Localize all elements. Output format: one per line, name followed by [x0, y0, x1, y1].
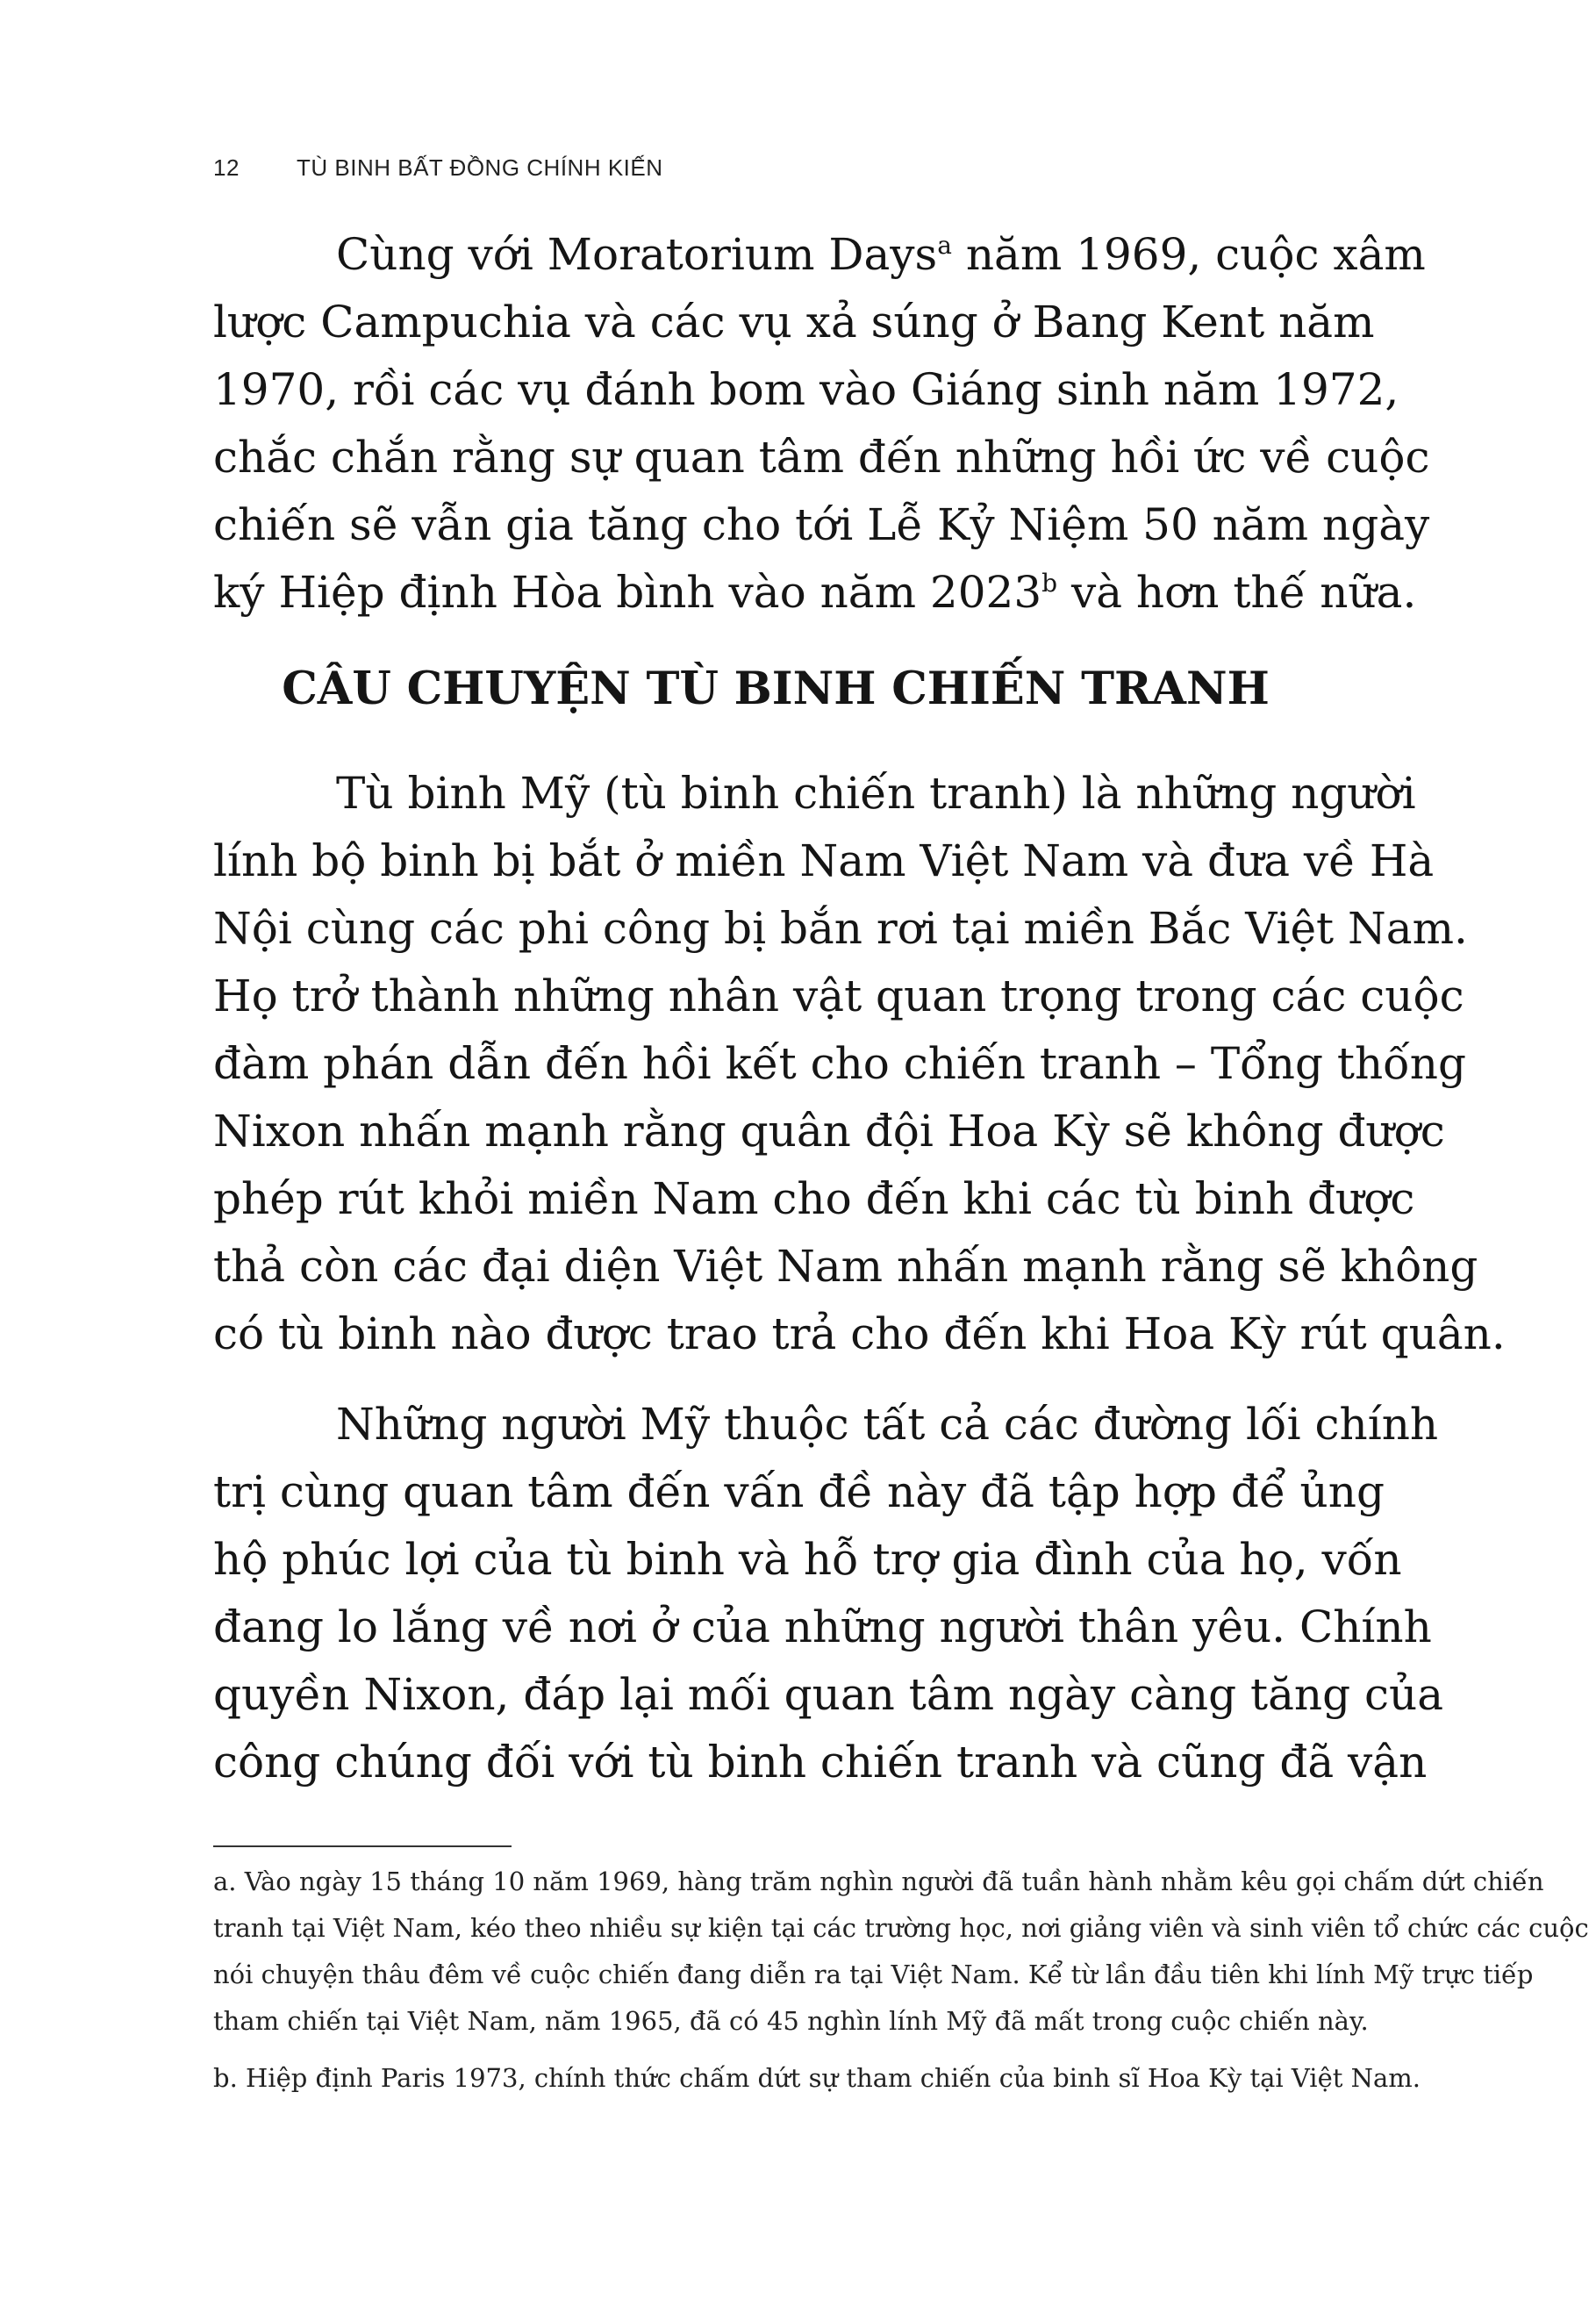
page-number: 12 [213, 154, 240, 181]
paragraph-2-line-8: thả còn các đại diện Việt Nam nhấn mạnh rằng sẽ không [213, 1241, 1478, 1292]
paragraph-1-line-1: Cùng với Moratorium Days$^a$ năm 1969, cuộc xâm [336, 229, 1426, 280]
footnote-a-line-2: tranh tại Việt Nam, kéo theo nhiều sự kiện tại các trường học, nơi giảng viên và sinh viên tổ chức các cuộc [213, 1913, 1589, 1943]
footnote-a-line-3: nói chuyện thâu đêm về cuộc chiến đang diễn ra tại Việt Nam. Kể từ lần đầu tiên khi lính Mỹ trực tiếp [213, 1960, 1534, 1989]
footnote-divider [213, 1845, 512, 1847]
paragraph-2-line-5: đàm phán dẫn đến hồi kết cho chiến tranh – Tổng thống [213, 1038, 1466, 1089]
running-head [213, 154, 663, 182]
paragraph-1-line-4: chắc chắn rằng sự quan tâm đến những hồi ức về cuộc [213, 432, 1430, 483]
paragraph-2-line-2: lính bộ binh bị bắt ở miền Nam Việt Nam và đưa về Hà [213, 835, 1435, 886]
paragraph-3-line-4: đang lo lắng về nơi ở của những người thân yêu. Chính [213, 1601, 1432, 1652]
paragraph-2-line-7: phép rút khỏi miền Nam cho đến khi các tù binh được [213, 1173, 1415, 1224]
paragraph-3 [213, 1391, 1444, 1796]
book-title: TÙ BINH BẤT ĐỒNG CHÍNH KIẾN [297, 154, 663, 181]
paragraph-1-line-2: lược Campuchia và các vụ xả súng ở Bang Kent năm [213, 297, 1375, 348]
paragraph-3-line-6: công chúng đối với tù binh chiến tranh và cũng đã vận [213, 1737, 1428, 1788]
section-heading: CÂU CHUYỆN TÙ BINH CHIẾN TRANH [282, 663, 1270, 715]
paragraph-3-line-3: hộ phúc lợi của tù binh và hỗ trợ gia đình của họ, vốn [213, 1534, 1402, 1585]
paragraph-2-line-6: Nixon nhấn mạnh rằng quân đội Hoa Kỳ sẽ không được [213, 1106, 1445, 1157]
paragraph-1 [213, 221, 1430, 627]
paragraph-2 [213, 760, 1506, 1368]
footnotes [213, 1859, 1589, 2102]
footnote-b-line-1: b. Hiệp định Paris 1973, chính thức chấm dứt sự tham chiến của binh sĩ Hoa Kỳ tại Việt Nam. [213, 2063, 1421, 2093]
paragraph-2-line-3: Nội cùng các phi công bị bắn rơi tại miền Bắc Việt Nam. [213, 903, 1468, 954]
paragraph-1-line-6: ký Hiệp định Hòa bình vào năm 2023$^b$ và hơn thế nữa. [213, 567, 1417, 618]
footnote-ref-b[interactable]: b [1041, 569, 1058, 598]
footnote-a [213, 1859, 1589, 2045]
paragraph-2-line-9: có tù binh nào được trao trả cho đến khi Hoa Kỳ rút quân. [213, 1308, 1506, 1359]
paragraph-3-line-1: Những người Mỹ thuộc tất cả các đường lối chính [336, 1399, 1439, 1450]
paragraph-1-line-3: 1970, rồi các vụ đánh bom vào Giáng sinh năm 1972, [213, 364, 1399, 415]
footnote-ref-a[interactable]: a [937, 231, 952, 260]
paragraph-2-line-4: Họ trở thành những nhân vật quan trọng trong các cuộc [213, 971, 1464, 1021]
footnote-a-line-1: a. Vào ngày 15 tháng 10 năm 1969, hàng trăm nghìn người đã tuần hành nhằm kêu gọi chấm dứt chiến [213, 1867, 1544, 1896]
footnote-b [213, 2055, 1421, 2102]
paragraph-3-line-5: quyền Nixon, đáp lại mối quan tâm ngày càng tăng của [213, 1669, 1444, 1720]
paragraph-3-line-2: trị cùng quan tâm đến vấn đề này đã tập hợp để ủng [213, 1466, 1385, 1517]
paragraph-2-line-1: Tù binh Mỹ (tù binh chiến tranh) là những người [336, 768, 1416, 819]
footnote-a-line-4: tham chiến tại Việt Nam, năm 1965, đã có 45 nghìn lính Mỹ đã mất trong cuộc chiến này. [213, 2006, 1369, 2036]
paragraph-1-line-5: chiến sẽ vẫn gia tăng cho tới Lễ Kỷ Niệm 50 năm ngày [213, 499, 1430, 550]
